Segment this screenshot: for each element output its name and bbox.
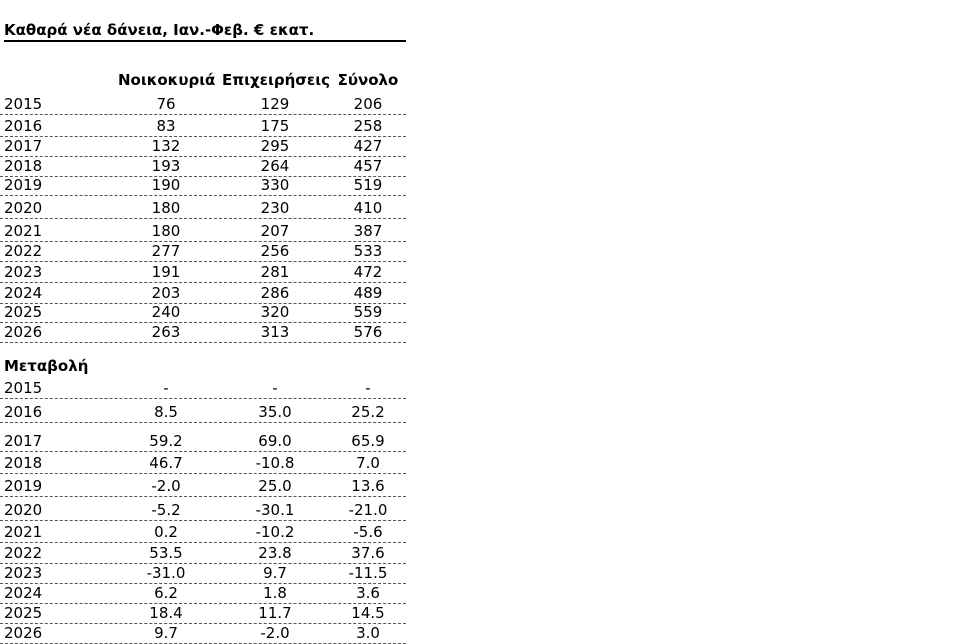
year-cell: 2018	[4, 157, 43, 175]
total-cell: 65.9	[351, 432, 385, 450]
year-cell: 2015	[4, 379, 43, 397]
total-cell: 427	[353, 137, 383, 155]
table-row	[0, 583, 406, 604]
businesses-cell: 281	[260, 263, 290, 281]
households-cell: 9.7	[154, 624, 178, 642]
total-cell: 37.6	[351, 544, 385, 562]
households-cell: 59.2	[149, 432, 183, 450]
year-cell: 2019	[4, 176, 43, 194]
table-row	[0, 378, 406, 399]
businesses-cell: 1.8	[263, 584, 287, 602]
total-cell: 14.5	[351, 604, 385, 622]
businesses-cell: 11.7	[258, 604, 292, 622]
table-row	[0, 543, 406, 564]
businesses-cell: 175	[260, 117, 290, 135]
households-cell: 240	[151, 303, 181, 321]
year-cell: 2016	[4, 403, 43, 421]
households-cell: 46.7	[149, 454, 183, 472]
households-cell: -	[163, 379, 169, 397]
businesses-cell: 256	[260, 242, 290, 260]
table-row	[0, 603, 406, 624]
table-row	[0, 198, 406, 219]
total-cell: -5.6	[353, 523, 383, 541]
businesses-cell: 286	[260, 284, 290, 302]
table-row	[0, 136, 406, 157]
total-cell: 3.6	[356, 584, 380, 602]
change-section-label: Μεταβολή	[4, 357, 89, 375]
year-cell: 2015	[4, 95, 43, 113]
table-row	[0, 500, 406, 521]
year-cell: 2016	[4, 117, 43, 135]
table-row	[0, 623, 406, 644]
households-cell: -5.2	[151, 501, 181, 519]
total-cell: 472	[353, 263, 383, 281]
households-cell: -2.0	[151, 477, 181, 495]
year-cell: 2022	[4, 242, 43, 260]
households-cell: 263	[151, 323, 181, 341]
year-cell: 2021	[4, 222, 43, 240]
businesses-cell: -30.1	[255, 501, 295, 519]
header-businesses: Επιχειρήσεις	[222, 71, 331, 89]
year-cell: 2022	[4, 544, 43, 562]
households-cell: 190	[151, 176, 181, 194]
total-cell: 258	[353, 117, 383, 135]
total-cell: -21.0	[348, 501, 388, 519]
table-row	[0, 522, 406, 543]
businesses-cell: 313	[260, 323, 290, 341]
total-cell: -11.5	[348, 564, 388, 582]
table-row	[0, 241, 406, 262]
businesses-cell: 9.7	[263, 564, 287, 582]
table-row	[0, 221, 406, 242]
total-cell: -	[365, 379, 371, 397]
year-cell: 2020	[4, 501, 43, 519]
businesses-cell: 35.0	[258, 403, 292, 421]
households-cell: 180	[151, 199, 181, 217]
total-cell: 7.0	[356, 454, 380, 472]
businesses-cell: 129	[260, 95, 290, 113]
households-cell: 76	[156, 95, 176, 113]
table-row	[0, 262, 406, 283]
year-cell: 2025	[4, 303, 43, 321]
table-row	[0, 283, 406, 304]
businesses-cell: -2.0	[260, 624, 290, 642]
year-cell: 2020	[4, 199, 43, 217]
businesses-cell: 23.8	[258, 544, 292, 562]
total-cell: 457	[353, 157, 383, 175]
year-cell: 2024	[4, 584, 43, 602]
businesses-cell: 330	[260, 176, 290, 194]
year-cell: 2021	[4, 523, 43, 541]
year-cell: 2023	[4, 564, 43, 582]
total-cell: 13.6	[351, 477, 385, 495]
total-cell: 489	[353, 284, 383, 302]
total-cell: 206	[353, 95, 383, 113]
total-cell: 519	[353, 176, 383, 194]
header-total: Σύνολο	[337, 71, 399, 89]
year-cell: 2024	[4, 284, 43, 302]
businesses-cell: 264	[260, 157, 290, 175]
households-cell: 0.2	[154, 523, 178, 541]
table-row	[0, 476, 406, 497]
table-row	[0, 402, 406, 423]
businesses-cell: 230	[260, 199, 290, 217]
year-cell: 2018	[4, 454, 43, 472]
households-cell: 8.5	[154, 403, 178, 421]
table-row	[0, 431, 406, 452]
total-cell: 533	[353, 242, 383, 260]
businesses-cell: -10.8	[255, 454, 295, 472]
year-cell: 2025	[4, 604, 43, 622]
year-cell: 2023	[4, 263, 43, 281]
businesses-cell: 207	[260, 222, 290, 240]
households-cell: -31.0	[146, 564, 186, 582]
table-row	[0, 116, 406, 137]
households-cell: 132	[151, 137, 181, 155]
businesses-cell: -	[272, 379, 278, 397]
businesses-cell: 295	[260, 137, 290, 155]
year-cell: 2017	[4, 432, 43, 450]
households-cell: 18.4	[149, 604, 183, 622]
header-households: Νοικοκυριά	[118, 71, 216, 89]
year-cell: 2019	[4, 477, 43, 495]
households-cell: 180	[151, 222, 181, 240]
total-cell: 559	[353, 303, 383, 321]
total-cell: 576	[353, 323, 383, 341]
table-title: Καθαρά νέα δάνεια, Ιαν.-Φεβ. € εκατ.	[4, 20, 406, 42]
households-cell: 193	[151, 157, 181, 175]
businesses-cell: 25.0	[258, 477, 292, 495]
table-row	[0, 453, 406, 474]
table-row	[0, 322, 406, 343]
total-cell: 387	[353, 222, 383, 240]
year-cell: 2026	[4, 323, 43, 341]
businesses-cell: 320	[260, 303, 290, 321]
total-cell: 25.2	[351, 403, 385, 421]
households-cell: 203	[151, 284, 181, 302]
businesses-cell: -10.2	[255, 523, 295, 541]
table-row	[0, 156, 406, 177]
households-cell: 53.5	[149, 544, 183, 562]
year-cell: 2026	[4, 624, 43, 642]
households-cell: 191	[151, 263, 181, 281]
households-cell: 6.2	[154, 584, 178, 602]
table-row	[0, 302, 406, 323]
total-cell: 3.0	[356, 624, 380, 642]
table-row	[0, 94, 406, 115]
households-cell: 277	[151, 242, 181, 260]
year-cell: 2017	[4, 137, 43, 155]
households-cell: 83	[156, 117, 176, 135]
businesses-cell: 69.0	[258, 432, 292, 450]
total-cell: 410	[353, 199, 383, 217]
table-row	[0, 175, 406, 196]
table-row	[0, 563, 406, 584]
